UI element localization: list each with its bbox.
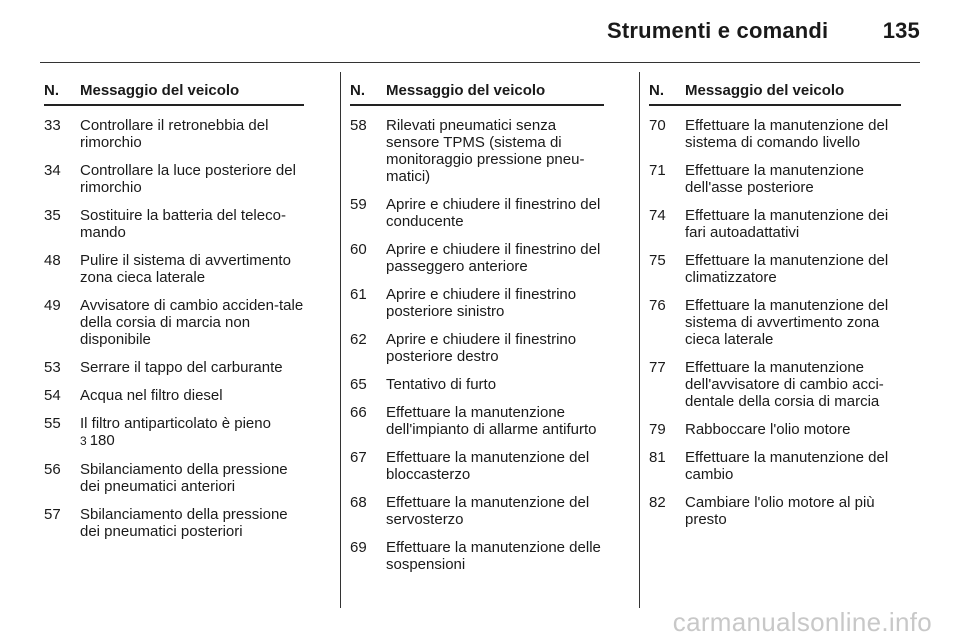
message-text-cell xyxy=(386,449,604,483)
message-text: Acqua nel filtro diesel xyxy=(80,387,223,404)
page-header xyxy=(40,18,920,46)
message-number: 66 xyxy=(350,404,367,421)
table-row xyxy=(649,207,901,241)
message-text-cell xyxy=(80,162,304,196)
message-text-cell xyxy=(80,359,304,376)
table-row xyxy=(350,241,604,275)
table-row xyxy=(44,252,304,286)
message-text-cell xyxy=(685,117,901,151)
message-text-cell xyxy=(685,252,901,286)
watermark: carmanualsonline.info xyxy=(672,607,932,637)
message-number: 49 xyxy=(44,297,61,314)
table-row xyxy=(350,404,604,438)
table-row xyxy=(44,117,304,151)
table-row xyxy=(44,506,304,540)
message-column-1 xyxy=(42,80,316,540)
message-number: 81 xyxy=(649,449,666,466)
message-text: Controllare il retronebbia del rimorchio xyxy=(80,117,269,151)
message-text-cell xyxy=(386,404,604,438)
page-number: 135 xyxy=(882,18,920,43)
message-column-2 xyxy=(340,80,618,573)
message-text: Avvisatore di cambio acciden-tale della corsia di marcia non disponibile xyxy=(80,297,304,348)
message-text: Controllare la luce posteriore del rimorchio xyxy=(80,162,296,196)
message-text-cell xyxy=(386,331,604,365)
table-row xyxy=(350,196,604,230)
message-text: Effettuare la manutenzione del climatizzatore xyxy=(685,252,889,286)
message-text-cell xyxy=(80,252,304,286)
table-row xyxy=(649,252,901,286)
message-text: Effettuare la manutenzione del cambio xyxy=(685,449,889,483)
message-number: 65 xyxy=(350,376,367,393)
reference-arrow-icon: 3 xyxy=(80,434,87,448)
message-text-cell xyxy=(80,207,304,241)
message-text: Cambiare l'olio motore al più presto xyxy=(685,494,875,528)
table-row xyxy=(649,297,901,348)
message-text: Effettuare la manutenzione dell'avvisatore di cambio acci-dentale della corsia di marcia xyxy=(685,359,884,410)
message-number: 74 xyxy=(649,207,666,224)
table-row xyxy=(44,207,304,241)
message-text-cell xyxy=(80,297,304,348)
table-row xyxy=(649,117,901,151)
message-text: Effettuare la manutenzione del sistema di comando livello xyxy=(685,117,889,151)
message-text-cell xyxy=(80,117,304,151)
message-text: Effettuare la manutenzione dei fari autoadattativi xyxy=(685,207,889,241)
message-number: 69 xyxy=(350,539,367,556)
message-text: Aprire e chiudere il finestrino posteriore sinistro xyxy=(386,286,577,320)
message-text-cell xyxy=(685,421,901,438)
message-text-cell xyxy=(386,376,604,393)
table-row xyxy=(44,359,304,376)
message-text: Sbilanciamento della pressione dei pneumatici anteriori xyxy=(80,461,288,495)
message-text: Aprire e chiudere il finestrino del passeggero anteriore xyxy=(386,241,601,275)
message-text-cell xyxy=(386,117,604,185)
column-header-number: N. xyxy=(350,82,365,99)
table-row xyxy=(649,494,901,528)
message-number: 67 xyxy=(350,449,367,466)
message-number: 82 xyxy=(649,494,666,511)
page-title: Strumenti e comandi xyxy=(606,18,829,43)
message-text-cell xyxy=(386,196,604,230)
message-column-3 xyxy=(639,80,915,528)
message-text: Il filtro antiparticolato è pieno xyxy=(80,415,271,432)
message-text-cell xyxy=(685,494,901,528)
message-number: 48 xyxy=(44,252,61,269)
message-text: Effettuare la manutenzione del bloccasterzo xyxy=(386,449,590,483)
table-row xyxy=(44,387,304,404)
message-number: 68 xyxy=(350,494,367,511)
message-text-cell xyxy=(80,387,304,404)
column-header-message: Messaggio del veicolo xyxy=(685,82,845,99)
message-text: Effettuare la manutenzione dell'impianto di allarme antifurto xyxy=(386,404,597,438)
message-text: Effettuare la manutenzione dell'asse posteriore xyxy=(685,162,865,196)
message-number: 70 xyxy=(649,117,666,134)
column-header-number: N. xyxy=(649,82,664,99)
message-text-cell xyxy=(386,241,604,275)
message-number: 75 xyxy=(649,252,666,269)
message-number: 35 xyxy=(44,207,61,224)
table-row xyxy=(649,449,901,483)
message-text: Serrare il tappo del carburante xyxy=(80,359,283,376)
message-text: Rabboccare l'olio motore xyxy=(685,421,851,438)
message-text-cell xyxy=(80,415,304,450)
message-number: 61 xyxy=(350,286,367,303)
column-header xyxy=(44,80,304,106)
table-row xyxy=(350,376,604,393)
table-row xyxy=(44,415,304,450)
table-row xyxy=(350,117,604,185)
table-row xyxy=(350,286,604,320)
message-number: 79 xyxy=(649,421,666,438)
message-text-cell xyxy=(685,162,901,196)
header-rule xyxy=(40,62,920,63)
message-number: 58 xyxy=(350,117,367,134)
message-number: 76 xyxy=(649,297,666,314)
message-text-cell xyxy=(386,286,604,320)
message-number: 55 xyxy=(44,415,61,432)
message-text: Effettuare la manutenzione del sistema di avvertimento zona cieca laterale xyxy=(685,297,889,348)
table-row xyxy=(350,331,604,365)
message-number: 56 xyxy=(44,461,61,478)
message-text: Sbilanciamento della pressione dei pneumatici posteriori xyxy=(80,506,288,540)
column-header-message: Messaggio del veicolo xyxy=(80,82,240,99)
message-text: Tentativo di furto xyxy=(386,376,497,393)
message-text: Pulire il sistema di avvertimento zona cieca laterale xyxy=(80,252,291,286)
message-text: Effettuare la manutenzione delle sospensioni xyxy=(386,539,601,573)
message-text-cell xyxy=(386,494,604,528)
table-row xyxy=(350,539,604,573)
table-row xyxy=(649,359,901,410)
message-number: 71 xyxy=(649,162,666,179)
table-row xyxy=(44,297,304,348)
column-header-message: Messaggio del veicolo xyxy=(386,82,546,99)
message-text: Rilevati pneumatici senza sensore TPMS (sistema di monitoraggio pressione pneu-matici) xyxy=(386,117,585,185)
message-number: 34 xyxy=(44,162,61,179)
message-text-cell xyxy=(685,297,901,348)
message-text: Aprire e chiudere il finestrino del conducente xyxy=(386,196,601,230)
message-text: Aprire e chiudere il finestrino posteriore destro xyxy=(386,331,577,365)
message-text-cell xyxy=(386,539,604,573)
message-text-cell xyxy=(685,449,901,483)
message-text: Effettuare la manutenzione del servosterzo xyxy=(386,494,590,528)
table-row xyxy=(44,461,304,495)
column-header-number: N. xyxy=(44,82,59,99)
message-text-cell xyxy=(685,207,901,241)
column-header xyxy=(649,80,901,106)
message-number: 59 xyxy=(350,196,367,213)
table-row xyxy=(350,449,604,483)
message-number: 54 xyxy=(44,387,61,404)
message-number: 33 xyxy=(44,117,61,134)
message-text: Sostituire la batteria del teleco-mando xyxy=(80,207,286,241)
message-number: 62 xyxy=(350,331,367,348)
table-row xyxy=(649,421,901,438)
message-text-cell xyxy=(80,461,304,495)
message-number: 60 xyxy=(350,241,367,258)
column-header xyxy=(350,80,604,106)
message-text-cell xyxy=(80,506,304,540)
message-number: 57 xyxy=(44,506,61,523)
page-reference[interactable]: 180 xyxy=(89,432,115,449)
message-number: 53 xyxy=(44,359,61,376)
table-row xyxy=(350,494,604,528)
table-row xyxy=(44,162,304,196)
table-row xyxy=(649,162,901,196)
message-text-cell xyxy=(685,359,901,410)
message-number: 77 xyxy=(649,359,666,376)
